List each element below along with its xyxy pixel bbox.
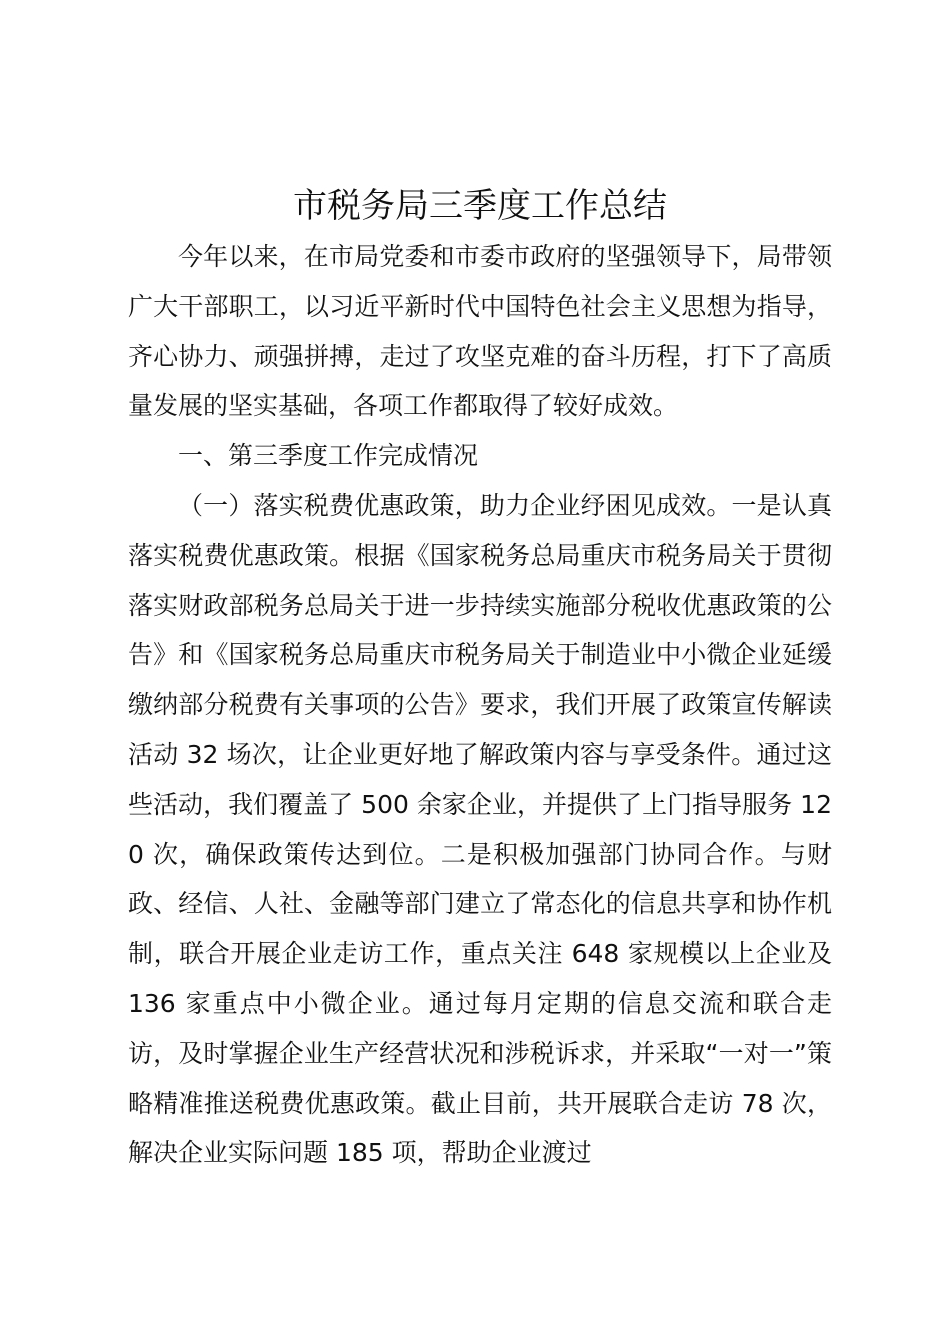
- section-paragraph: （一）落实税费优惠政策，助力企业纾困见成效。一是认真落实税费优惠政策。根据《国家税务总局重庆市税务局关于贯彻落实财政部税务总局关于进一步持续实施部分税收优惠政策的公告》和《国家税务总局重庆市税务局关于制造业中小微企业延缓缴纳部分税费有关事项的公告》要求，我们开展了政策宣传解读活动 32 场次，让企业更好地了解政策内容与享受条件。通过这些活动，我们覆盖了 500 余家企业，并提供了上门指导服务 120 次，确保政策传达到位。二是积极加强部门协同合作。与财政、经信、人社、金融等部门建立了常态化的信息共享和协作机制，联合开展企业走访工作，重点关注 648 家规模以上企业及 136 家重点中小微企业。通过每月定期的信息交流和联合走访，及时掌握企业生产经营状况和涉税诉求，并采取“一对一”策略精准推送税费优惠政策。截止目前，共开展联合走访 78 次，解决企业实际问题 185 项，帮助企业渡过: [128, 490, 832, 1168]
- document-title: 市税务局三季度工作总结: [293, 186, 667, 226]
- document-body: [128, 180, 832, 1178]
- section-heading: 一、第三季度工作完成情况: [178, 441, 479, 471]
- intro-paragraph: 今年以来，在市局党委和市委市政府的坚强领导下，局带领广大干部职工，以习近平新时代中国特色社会主义思想为指导，齐心协力、顽强拼搏，走过了攻坚克难的奋斗历程，打下了高质量发展的坚实基础，各项工作都取得了较好成效。: [128, 242, 832, 421]
